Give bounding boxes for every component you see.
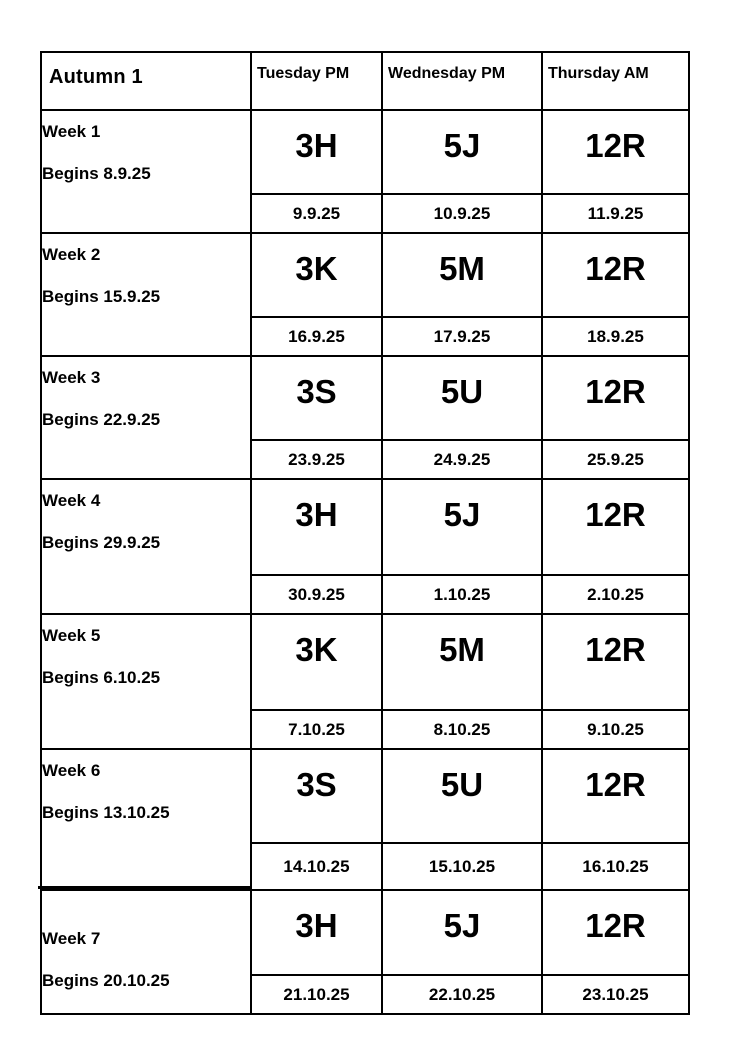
- day-header-label: Tuesday PM: [257, 65, 350, 82]
- class-cell: [382, 890, 542, 975]
- class-cell: [542, 890, 689, 975]
- class-cell: [382, 356, 542, 440]
- week-begins: Begins 15.9.25: [42, 287, 161, 306]
- session-date: 11.9.25: [542, 194, 689, 233]
- week-label-cell: [41, 110, 251, 233]
- class-cell: [542, 233, 689, 317]
- class-cell: [251, 614, 382, 710]
- day-header-tuesday: [251, 52, 382, 110]
- class-code: 12R: [585, 766, 646, 803]
- session-date: 16.10.25: [542, 843, 689, 890]
- session-date: 9.10.25: [542, 710, 689, 749]
- header-row: [41, 52, 689, 110]
- class-cell: [382, 110, 542, 194]
- week-label-cell: [41, 614, 251, 749]
- class-code: 12R: [585, 907, 646, 944]
- class-code: 12R: [585, 631, 646, 668]
- class-cell: [542, 356, 689, 440]
- day-header-thursday: [542, 52, 689, 110]
- session-date: 21.10.25: [251, 975, 382, 1014]
- week-label-cell: [41, 890, 251, 1014]
- session-date: 24.9.25: [382, 440, 542, 479]
- class-code: 5U: [440, 766, 484, 803]
- class-code: 3K: [295, 631, 338, 668]
- week-begins: Begins 13.10.25: [42, 803, 170, 822]
- class-code: 5M: [439, 631, 485, 668]
- class-code: 3H: [295, 496, 338, 533]
- class-code: 12R: [585, 373, 646, 410]
- session-date: 8.10.25: [382, 710, 542, 749]
- day-header-wednesday: [382, 52, 542, 110]
- class-code: 3S: [296, 373, 337, 410]
- week-class-row: [41, 890, 689, 975]
- session-date: 23.10.25: [542, 975, 689, 1014]
- week-class-row: [41, 110, 689, 194]
- session-date: 30.9.25: [251, 575, 382, 614]
- class-code: 5J: [443, 127, 481, 164]
- session-date: 1.10.25: [382, 575, 542, 614]
- class-cell: [251, 356, 382, 440]
- class-code: 5J: [443, 496, 481, 533]
- session-date: 7.10.25: [251, 710, 382, 749]
- class-code: 12R: [585, 250, 646, 287]
- class-code: 3H: [295, 907, 338, 944]
- timetable: [40, 51, 690, 1015]
- class-cell: [542, 749, 689, 843]
- week-label-cell: [41, 356, 251, 479]
- session-date: 10.9.25: [382, 194, 542, 233]
- session-date: 2.10.25: [542, 575, 689, 614]
- week-label-cell: [41, 749, 251, 890]
- class-cell: [251, 890, 382, 975]
- week-class-row: [41, 749, 689, 843]
- day-header-label: Thursday AM: [548, 65, 649, 82]
- week-begins: Begins 6.10.25: [42, 668, 161, 687]
- term-title-cell: [41, 52, 251, 110]
- class-cell: [251, 479, 382, 575]
- week-begins: Begins 22.9.25: [42, 410, 161, 429]
- class-code: 5U: [440, 373, 484, 410]
- week-begins: Begins 29.9.25: [42, 533, 161, 552]
- session-date: 23.9.25: [251, 440, 382, 479]
- class-cell: [382, 233, 542, 317]
- week-name: Week 7: [42, 929, 101, 948]
- week-class-row: [41, 614, 689, 710]
- class-cell: [542, 479, 689, 575]
- class-cell: [382, 614, 542, 710]
- session-date: 9.9.25: [251, 194, 382, 233]
- week-name: Week 1: [42, 122, 101, 141]
- week-label-cell: [41, 233, 251, 356]
- class-cell: [382, 479, 542, 575]
- class-code: 5J: [443, 907, 481, 944]
- week-name: Week 4: [42, 491, 101, 510]
- session-date: 22.10.25: [382, 975, 542, 1014]
- class-cell: [542, 614, 689, 710]
- week-name: Week 3: [42, 368, 101, 387]
- class-code: 12R: [585, 496, 646, 533]
- session-date: 15.10.25: [382, 843, 542, 890]
- class-code: 3H: [295, 127, 338, 164]
- week-begins: Begins 20.10.25: [42, 971, 170, 990]
- week-class-row: [41, 356, 689, 440]
- divider-line: [38, 886, 252, 889]
- session-date: 25.9.25: [542, 440, 689, 479]
- class-code: 12R: [585, 127, 646, 164]
- class-code: 5M: [439, 250, 485, 287]
- day-header-label: Wednesday PM: [388, 65, 506, 82]
- session-date: 17.9.25: [382, 317, 542, 356]
- class-cell: [251, 749, 382, 843]
- session-date: 14.10.25: [251, 843, 382, 890]
- week-begins: Begins 8.9.25: [42, 164, 151, 183]
- session-date: 16.9.25: [251, 317, 382, 356]
- week-label-cell: [41, 479, 251, 614]
- class-cell: [251, 233, 382, 317]
- week-name: Week 5: [42, 626, 101, 645]
- class-cell: [251, 110, 382, 194]
- class-code: 3S: [296, 766, 337, 803]
- class-code: 3K: [295, 250, 338, 287]
- week-name: Week 6: [42, 761, 101, 780]
- term-title: Autumn 1: [49, 66, 143, 88]
- class-cell: [542, 110, 689, 194]
- class-cell: [382, 749, 542, 843]
- session-date: 18.9.25: [542, 317, 689, 356]
- week-name: Week 2: [42, 245, 101, 264]
- week-class-row: [41, 233, 689, 317]
- week-class-row: [41, 479, 689, 575]
